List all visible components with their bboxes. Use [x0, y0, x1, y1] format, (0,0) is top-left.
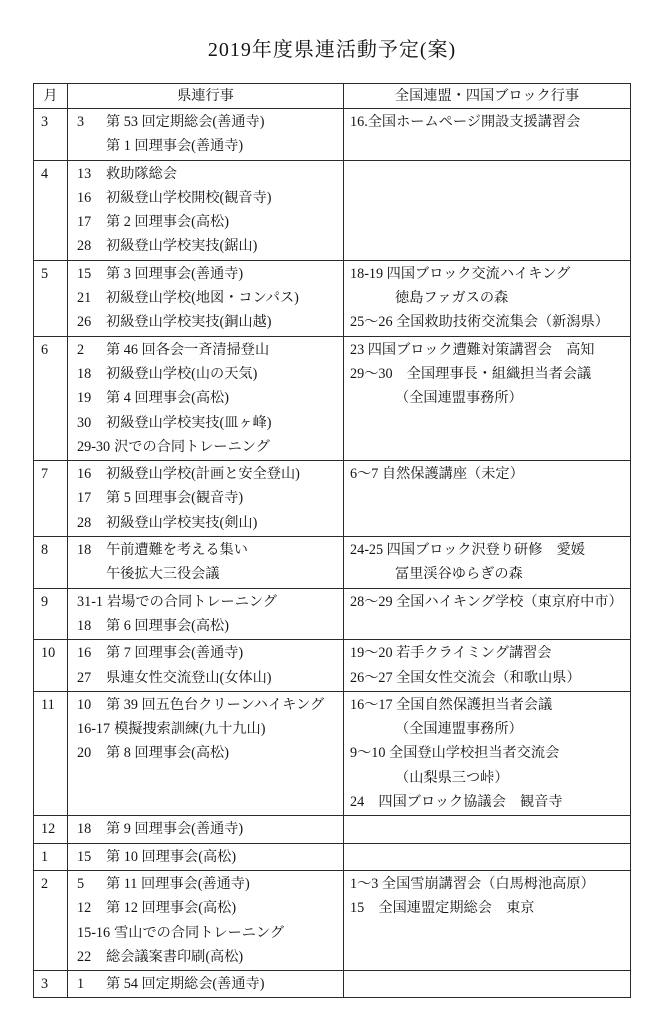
event-text: 第 4 回理事会(高松)	[106, 390, 229, 407]
event-text: 第 46 回各会一斉清掃登山	[106, 341, 270, 358]
prefectural-event	[68, 262, 343, 286]
prefectural-events-cell	[68, 336, 344, 460]
event-text: 第 5 回理事会(観音寺)	[106, 490, 244, 507]
event-date: 15-16	[77, 924, 111, 941]
event-date: 27	[77, 669, 92, 686]
schedule-row	[34, 640, 631, 692]
prefectural-events-cell	[68, 843, 344, 870]
schedule-row	[34, 691, 631, 815]
table-body	[34, 109, 631, 998]
national-events-cell	[344, 971, 631, 998]
event-date: 13	[77, 165, 92, 182]
event-text: 第 54 回定期総会(善通寺)	[106, 976, 265, 993]
event-text: 初級登山学校実技(銅山越)	[106, 314, 272, 331]
national-events-column-header: 全国連盟・四国ブロック行事	[344, 84, 631, 109]
prefectural-event	[68, 921, 343, 945]
event-text: 初級登山学校(計画と安全登山)	[106, 466, 300, 483]
event-date: 28	[77, 514, 92, 531]
national-event-detail: （全国連盟事務所）	[395, 721, 523, 738]
month-label: 5	[41, 265, 49, 282]
event-text: 午後拡大三役会議	[106, 566, 220, 583]
prefectural-event	[68, 614, 343, 638]
month-label: 12	[41, 821, 56, 838]
event-date: 18	[77, 821, 92, 838]
event-date: 31-1	[77, 593, 104, 610]
national-events-cell	[344, 843, 631, 870]
schedule-table	[33, 83, 631, 998]
prefectural-event	[68, 817, 343, 841]
national-event: 15 全国連盟定期総会 東京	[350, 900, 535, 917]
month-cell	[34, 260, 68, 336]
national-events-cell	[344, 109, 631, 161]
event-date: 5	[77, 875, 85, 892]
national-event: 1～3 全国雪崩講習会（白馬栂池高原）	[350, 875, 595, 892]
prefectural-event	[68, 845, 343, 869]
national-events-cell	[344, 588, 631, 640]
prefectural-event	[68, 234, 343, 258]
prefectural-events-cell	[68, 971, 344, 998]
event-text: 初級登山学校実技(剣山)	[106, 514, 258, 531]
month-cell	[34, 843, 68, 870]
prefectural-events-cell	[68, 588, 344, 640]
event-text: 第 6 回理事会(高松)	[106, 617, 229, 634]
event-text: 第 11 回理事会(善通寺)	[106, 875, 250, 892]
prefectural-event	[68, 411, 343, 435]
prefectural-event	[68, 562, 343, 586]
event-text: 第 12 回理事会(高松)	[106, 900, 237, 917]
national-events-cell	[344, 260, 631, 336]
event-date: 29-30	[77, 438, 111, 455]
schedule-row	[34, 160, 631, 260]
schedule-row	[34, 461, 631, 537]
prefectural-event	[68, 538, 343, 562]
schedule-row	[34, 816, 631, 843]
prefectural-event	[68, 717, 343, 741]
month-label: 3	[41, 976, 49, 993]
event-date: 17	[77, 214, 92, 231]
month-cell	[34, 109, 68, 161]
national-event: 18-19 四国ブロック交流ハイキング	[350, 265, 571, 282]
event-text: 救助隊総会	[106, 165, 177, 182]
event-date: 10	[77, 696, 92, 713]
prefectural-event	[68, 162, 343, 186]
event-text: 第 2 回理事会(高松)	[106, 214, 229, 231]
month-column-header: 月	[34, 84, 68, 109]
event-text: 模擬捜索訓練(九十九山)	[114, 721, 266, 738]
event-text: 午前遭難を考える集い	[106, 542, 248, 559]
prefectural-event	[68, 693, 343, 717]
national-event: 23 四国ブロック遭難対策講習会 高知	[350, 341, 595, 358]
prefectural-event	[68, 486, 343, 510]
event-text: 県連女性交流登山(女体山)	[106, 669, 272, 686]
prefectural-event	[68, 872, 343, 896]
prefectural-event	[68, 641, 343, 665]
month-cell	[34, 816, 68, 843]
month-label: 3	[41, 114, 49, 130]
prefectural-events-cell	[68, 870, 344, 970]
event-date: 15	[77, 265, 92, 282]
prefectural-event	[68, 362, 343, 386]
national-event: 16.全国ホームページ開設支援講習会	[350, 114, 581, 130]
prefectural-event	[68, 741, 343, 765]
month-cell	[34, 537, 68, 589]
event-date: 16	[77, 466, 92, 483]
event-date: 17	[77, 490, 92, 507]
prefectural-event	[68, 110, 343, 134]
prefectural-event	[68, 972, 343, 996]
event-text: 第 9 回理事会(善通寺)	[106, 821, 244, 838]
national-event: 24-25 四国ブロック沢登り研修 愛媛	[350, 542, 585, 559]
prefectural-event	[68, 134, 343, 158]
event-date: 26	[77, 314, 92, 331]
event-text: 岩場での合同トレーニング	[107, 593, 277, 610]
event-text: 初級登山学校(地図・コンパス)	[106, 290, 299, 307]
event-date: 2	[77, 341, 85, 358]
event-text: 第 1 回理事会(善通寺)	[106, 138, 244, 155]
event-text: 第 8 回理事会(高松)	[106, 745, 229, 762]
event-text: 第 7 回理事会(善通寺)	[106, 645, 244, 662]
national-events-cell	[344, 816, 631, 843]
prefectural-event	[68, 386, 343, 410]
national-event-detail: （全国連盟事務所）	[395, 390, 523, 407]
event-date: 18	[77, 542, 92, 559]
national-events-cell	[344, 640, 631, 692]
prefectural-events-cell	[68, 816, 344, 843]
month-label: 4	[41, 165, 49, 182]
event-text: 沢での合同トレーニング	[114, 438, 270, 455]
event-date: 16	[77, 645, 92, 662]
national-event-detail: 冨里渓谷ゆらぎの森	[395, 566, 523, 583]
month-label: 7	[41, 466, 49, 483]
event-date: 16	[77, 189, 92, 206]
national-event-detail: 徳島ファガスの森	[395, 290, 509, 307]
prefectural-event	[68, 310, 343, 334]
national-event: 6～7 自然保護講座（未定）	[350, 466, 524, 483]
month-label: 9	[41, 593, 49, 610]
prefectural-events-column-header: 県連行事	[68, 84, 344, 109]
prefectural-event	[68, 338, 343, 362]
national-event: 19～20 若手クライミング講習会	[350, 645, 552, 662]
national-event: 24 四国ブロック協議会 観音寺	[350, 794, 563, 811]
national-event: 29～30 全国理事長・組織担当者会議	[350, 365, 592, 382]
schedule-row	[34, 870, 631, 970]
prefectural-event	[68, 945, 343, 969]
event-text: 総会議案書印刷(高松)	[106, 948, 244, 965]
event-date: 22	[77, 948, 92, 965]
month-label: 11	[41, 696, 55, 713]
prefectural-event	[68, 286, 343, 310]
prefectural-event	[68, 462, 343, 486]
schedule-row	[34, 109, 631, 161]
prefectural-event	[68, 511, 343, 535]
prefectural-event	[68, 435, 343, 459]
month-cell	[34, 461, 68, 537]
month-cell	[34, 971, 68, 998]
event-text: 第 3 回理事会(善通寺)	[106, 265, 244, 282]
national-event: 16～17 全国自然保護担当者会議	[350, 696, 553, 713]
prefectural-events-cell	[68, 160, 344, 260]
event-date: 18	[77, 365, 92, 382]
month-cell	[34, 336, 68, 460]
month-cell	[34, 640, 68, 692]
national-events-cell	[344, 160, 631, 260]
month-cell	[34, 870, 68, 970]
national-event: 25～26 全国救助技術交流集会（新潟県）	[350, 314, 609, 331]
event-text: 初級登山学校開校(観音寺)	[106, 189, 272, 206]
prefectural-event	[68, 666, 343, 690]
event-text: 第 39 回五色台クリーンハイキング	[106, 696, 325, 713]
event-date: 16-17	[77, 721, 111, 738]
prefectural-events-cell	[68, 109, 344, 161]
month-cell	[34, 160, 68, 260]
prefectural-event	[68, 590, 343, 614]
event-date: 19	[77, 390, 92, 407]
national-events-cell	[344, 537, 631, 589]
event-date: 30	[77, 414, 92, 431]
prefectural-event	[68, 210, 343, 234]
schedule-row	[34, 336, 631, 460]
event-text: 第 53 回定期総会(善通寺)	[106, 114, 265, 130]
event-text: 第 10 回理事会(高松)	[106, 848, 237, 865]
prefectural-event	[68, 186, 343, 210]
prefectural-events-cell	[68, 260, 344, 336]
event-text: 初級登山学校(山の天気)	[106, 365, 258, 382]
national-events-cell	[344, 691, 631, 815]
national-event: 9～10 全国登山学校担当者交流会	[350, 745, 560, 762]
national-events-cell	[344, 336, 631, 460]
event-date: 21	[77, 290, 92, 307]
month-label: 2	[41, 875, 49, 892]
event-date: 15	[77, 848, 92, 865]
schedule-row	[34, 260, 631, 336]
month-label: 6	[41, 341, 49, 358]
table-header	[34, 84, 631, 109]
prefectural-events-cell	[68, 640, 344, 692]
event-date: 28	[77, 238, 92, 255]
schedule-row	[34, 588, 631, 640]
national-event: 28～29 全国ハイキング学校（東京府中市）	[350, 593, 623, 610]
month-label: 10	[41, 645, 56, 662]
schedule-row	[34, 971, 631, 998]
prefectural-events-cell	[68, 691, 344, 815]
national-events-cell	[344, 461, 631, 537]
national-event: 26～27 全国女性交流会（和歌山県）	[350, 669, 581, 686]
event-text: 雪山での合同トレーニング	[114, 924, 285, 941]
schedule-row	[34, 537, 631, 589]
document-title: 2019年度県連活動予定(案)	[207, 39, 457, 61]
prefectural-events-cell	[68, 461, 344, 537]
month-label: 1	[41, 848, 49, 865]
event-date: 12	[77, 900, 92, 917]
event-date: 18	[77, 617, 92, 634]
event-date: 3	[77, 114, 85, 130]
prefectural-event	[68, 896, 343, 920]
month-label: 8	[41, 542, 49, 559]
event-date: 1	[77, 976, 85, 993]
schedule-row	[34, 843, 631, 870]
header-row	[34, 84, 631, 109]
prefectural-events-cell	[68, 537, 344, 589]
national-event-detail: （山梨県三つ峠）	[395, 769, 509, 786]
national-events-cell	[344, 870, 631, 970]
month-cell	[34, 691, 68, 815]
event-text: 初級登山学校実技(鋸山)	[106, 238, 258, 255]
event-text: 初級登山学校実技(皿ヶ峰)	[106, 414, 272, 431]
event-date: 20	[77, 745, 92, 762]
month-cell	[34, 588, 68, 640]
